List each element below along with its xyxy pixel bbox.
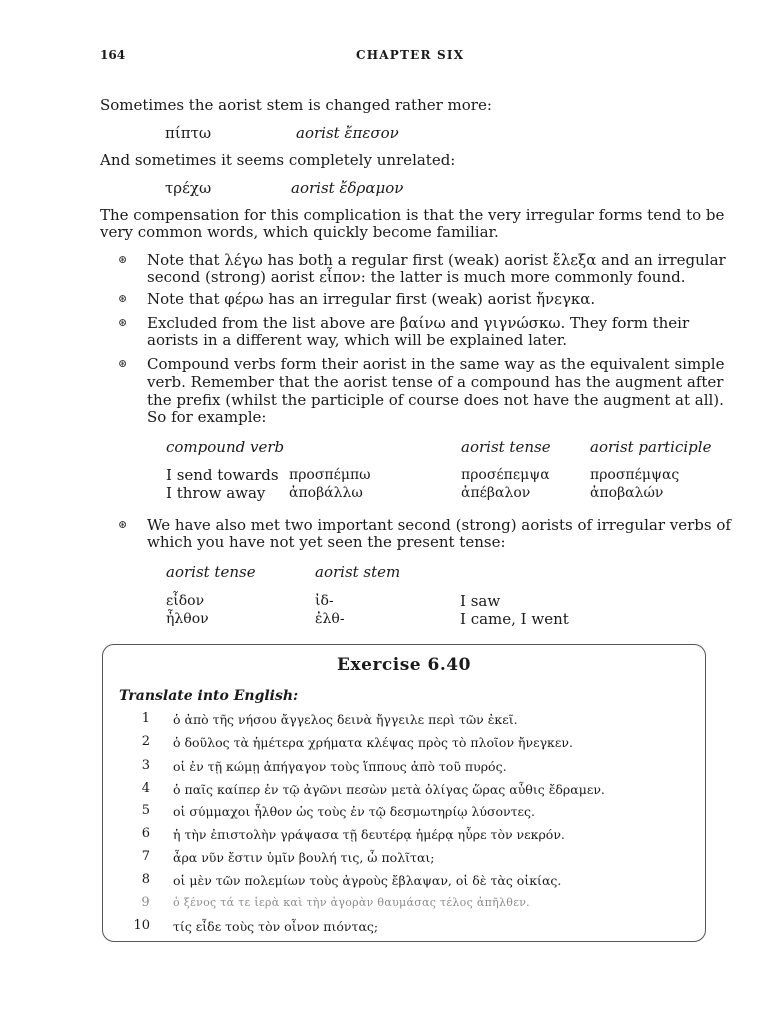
exercise-item-text: ἆρα νῦν ἔστιν ὑμῖν βουλή τις, ὦ πολῖται; — [173, 850, 435, 865]
exercise-title: Exercise 6.40 — [337, 655, 471, 675]
exercise-item-number: 4 — [141, 781, 150, 796]
compound-header-aorist: aorist tense — [461, 438, 551, 456]
bullet-icon: ⊛ — [118, 253, 128, 266]
aorist-row-1-meaning: I saw — [460, 592, 501, 610]
exercise-item-number: 3 — [141, 758, 150, 773]
aorist-header-stem: aorist stem — [315, 563, 401, 581]
bullet-3-line-2: aorists in a different way, which will be explained later. — [147, 331, 567, 349]
exercise-item-text: ἡ τὴν ἐπιστολὴν γράψασα τῇ δευτέρᾳ ἡμέρᾳ ηὗρε τὸν νεκρόν. — [173, 827, 565, 842]
intro-line-1: Sometimes the aorist stem is changed rather more: — [100, 96, 492, 114]
exercise-item-number: 5 — [141, 803, 150, 818]
exercise-item-number: 9 — [141, 895, 150, 910]
exercise-item-number: 1 — [141, 711, 150, 726]
exercise-item-text: οἱ ἐν τῇ κώμῃ ἀπήγαγον τοὺς ἵππους ἀπὸ τοῦ πυρός. — [173, 759, 507, 774]
compound-row-2-english: I throw away — [166, 484, 266, 502]
exercise-item-number: 6 — [141, 826, 150, 841]
intro-line-2: And sometimes it seems completely unrelated: — [100, 151, 456, 169]
aorist-row-2-aorist: ἦλθον — [166, 611, 209, 627]
bullet-3-line-1: Excluded from the list above are βαίνω and γιγνώσκω. They form their — [147, 314, 690, 332]
compound-row-1-verb: προσπέμπω — [289, 467, 371, 483]
compound-row-2-verb: ἀποβάλλω — [289, 485, 363, 501]
compound-row-1-aorist: προσέπεμψα — [461, 467, 550, 483]
bullet-icon: ⊛ — [118, 316, 128, 329]
bullet-2-line-1: Note that φέρω has an irregular first (weak) aorist ἤνεγκα. — [147, 290, 596, 308]
exercise-item-number: 7 — [141, 849, 150, 864]
exercise-item-number: 8 — [141, 872, 150, 887]
paragraph-line-2: very common words, which quickly become familiar. — [100, 223, 499, 241]
exercise-item-text: ὁ παῖς καίπερ ἐν τῷ ἀγῶνι πεσὼν μετὰ ὀλίγας ὥρας αὖθις ἔδραμεν. — [173, 782, 605, 797]
compound-row-2-aorist: ἀπέβαλον — [461, 485, 531, 501]
bullet-icon: ⊛ — [118, 292, 128, 305]
exercise-item-text: οἱ μὲν τῶν πολεμίων τοὺς ἀγροὺς ἔβλαψαν, οἱ δὲ τὰς οἰκίας. — [173, 873, 562, 888]
aorist-row-1-aorist: εἶδον — [166, 593, 205, 609]
aorist-row-1-stem: ἰδ- — [315, 593, 334, 609]
bullet-5-line-2: which you have not yet seen the present tense: — [147, 533, 506, 551]
exercise-item-text: οἱ σύμμαχοι ἦλθον ὡς τοὺς ἐν τῷ δεσμωτηρίῳ λύσοντες. — [173, 804, 535, 819]
example-2-aorist: aorist ἔδραμον — [291, 179, 404, 197]
chapter-heading: CHAPTER SIX — [356, 48, 465, 62]
bullet-1-line-2: second (strong) aorist εἶπον: the latter is much more commonly found. — [147, 268, 686, 286]
compound-header-participle: aorist participle — [590, 438, 712, 456]
example-1-aorist: aorist ἔπεσον — [296, 124, 399, 142]
compound-row-1-english: I send towards — [166, 466, 279, 484]
exercise-item-text: ὁ ξένος τά τε ἱερὰ καὶ τὴν ἀγορὰν θαυμάσας τέλος ἀπῆλθεν. — [173, 896, 530, 909]
bullet-5-line-1: We have also met two important second (strong) aorists of irregular verbs of — [147, 516, 731, 534]
compound-header-verb: compound verb — [166, 438, 285, 456]
bullet-4-line-3: the prefix (whilst the participle of course does not have the augment at all). — [147, 391, 724, 409]
bullet-4-line-4: So for example: — [147, 408, 267, 426]
example-2-present: τρέχω — [165, 179, 212, 197]
exercise-item-text: ὁ ἀπὸ τῆς νήσου ἄγγελος δεινὰ ἤγγειλε περὶ τῶν ἐκεῖ. — [173, 712, 518, 727]
aorist-row-2-meaning: I came, I went — [460, 610, 569, 628]
bullet-1-line-1: Note that λέγω has both a regular first (weak) aorist ἔλεξα and an irregular — [147, 251, 726, 269]
aorist-row-2-stem: ἐλθ- — [315, 611, 345, 627]
exercise-item-number: 10 — [133, 918, 150, 933]
bullet-4-line-1: Compound verbs form their aorist in the same way as the equivalent simple — [147, 355, 725, 373]
compound-row-1-participle: προσπέμψας — [590, 467, 680, 483]
exercise-item-text: τίς εἶδε τοὺς τὸν οἶνον πιόντας; — [173, 919, 379, 934]
bullet-4-line-2: verb. Remember that the aorist tense of a compound has the augment after — [147, 373, 724, 391]
paragraph-line-1: The compensation for this complication is that the very irregular forms tend to be — [100, 206, 725, 224]
page-number: 164 — [100, 48, 126, 62]
aorist-header-tense: aorist tense — [166, 563, 256, 581]
exercise-instruction: Translate into English: — [119, 688, 299, 704]
compound-row-2-participle: ἀποβαλών — [590, 485, 664, 501]
exercise-item-number: 2 — [141, 734, 150, 749]
bullet-icon: ⊛ — [118, 518, 128, 531]
example-1-present: πίπτω — [165, 124, 212, 142]
exercise-item-text: ὁ δοῦλος τὰ ἡμέτερα χρήματα κλέψας πρὸς τὸ πλοῖον ἤνεγκεν. — [173, 735, 573, 750]
bullet-icon: ⊛ — [118, 357, 128, 370]
